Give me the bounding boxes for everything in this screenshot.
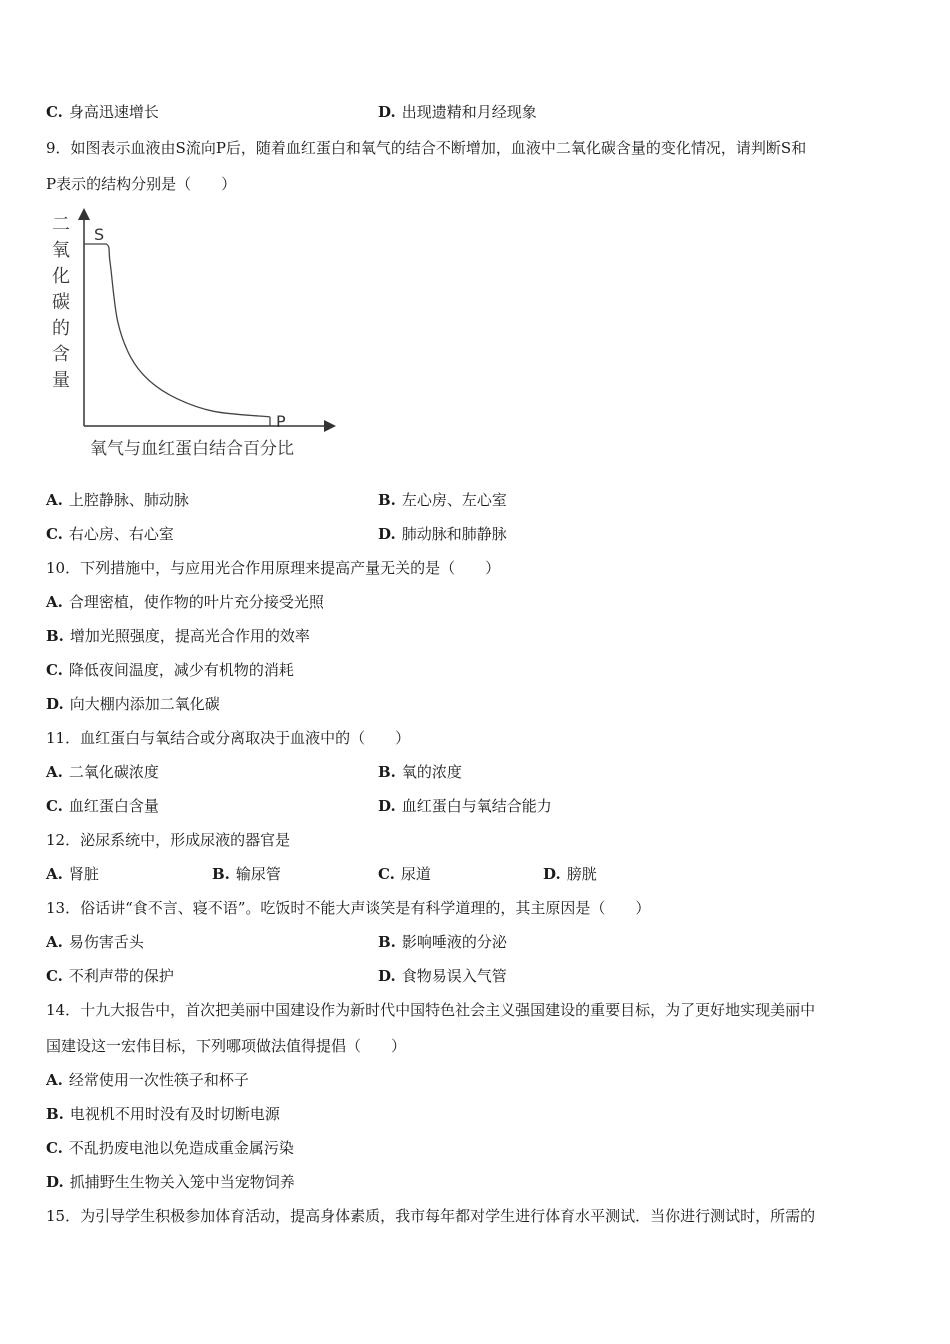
q9-co2-chart — [40, 208, 350, 468]
q10-option-d: D. 向大棚内添加二氧化碳 — [46, 695, 220, 713]
q14-option-b: B. 电视机不用时没有及时切断电源 — [46, 1105, 280, 1123]
q14-stem-line1: 14．十九大报告中，首次把美丽中国建设作为新时代中国特色社会主义强国建设的重要目标，为了更好地实现美丽中 — [46, 1001, 816, 1019]
q10-option-b: B. 增加光照强度，提高光合作用的效率 — [46, 627, 310, 645]
q13-option-c: C. 不利声带的保护 — [46, 967, 174, 985]
q9-option-c: C. 右心房、右心室 — [46, 525, 174, 543]
q9-stem-line1: 9．如图表示血液由S流向P后，随着血红蛋白和氧气的结合不断增加，血液中二氧化碳含量的变化情况，请判断S和 — [46, 139, 807, 157]
q10-option-a: A. 合理密植，使作物的叶片充分接受光照 — [46, 593, 324, 611]
q10-option-c: C. 降低夜间温度，减少有机物的消耗 — [46, 661, 294, 679]
y-axis-label-char: 的 — [52, 318, 70, 339]
q12-option-c: C. 尿道 — [378, 865, 431, 883]
q9-stem-line2: P表示的结构分别是（ ） — [46, 175, 237, 193]
point-label-p: P — [276, 411, 286, 431]
y-axis-label-char: 量 — [52, 370, 70, 391]
y-axis-label-char: 二 — [52, 214, 70, 235]
y-axis-label-char: 化 — [52, 266, 70, 287]
y-axis-label-char: 含 — [52, 344, 70, 365]
q15-stem-line1: 15．为引导学生积极参加体育活动，提高身体素质，我市每年都对学生进行体育水平测试．当你进行测试时，所需的 — [46, 1207, 816, 1225]
q12-stem: 12．泌尿系统中，形成尿液的器官是 — [46, 831, 291, 849]
q13-option-d: D. 食物易误入气管 — [378, 967, 507, 985]
q9-option-d: D. 肺动脉和肺静脉 — [378, 525, 507, 543]
q11-option-b: B. 氧的浓度 — [378, 763, 462, 781]
q11-option-d: D. 血红蛋白与氧结合能力 — [378, 797, 552, 815]
q11-stem: 11．血红蛋白与氧结合或分离取决于血液中的（ ） — [46, 729, 411, 747]
y-axis-label-char: 氧 — [52, 240, 70, 261]
q14-stem-line2: 国建设这一宏伟目标，下列哪项做法值得提倡（ ） — [46, 1037, 407, 1055]
q13-option-a: A. 易伤害舌头 — [46, 933, 144, 951]
q11-option-c: C. 血红蛋白含量 — [46, 797, 159, 815]
y-axis-label — [52, 214, 70, 391]
q13-option-b: B. 影响唾液的分泌 — [378, 933, 507, 951]
q13-stem: 13．俗话讲“食不言、寝不语”。吃饭时不能大声谈笑是有科学道理的，其主原因是（ ） — [46, 899, 651, 917]
point-label-s: S — [94, 225, 105, 244]
q9-option-b: B. 左心房、左心室 — [378, 491, 507, 509]
q12-option-a: A. 肾脏 — [46, 865, 99, 883]
x-axis-label: 氧气与血红蛋白结合百分比 — [90, 439, 294, 459]
q12-option-b: B. 输尿管 — [212, 865, 281, 883]
q12-option-d: D. 膀胱 — [543, 865, 597, 883]
q8-option-c: C. 身高迅速增长 — [46, 103, 159, 121]
q14-option-d: D. 抓捕野生生物关入笼中当宠物饲养 — [46, 1173, 295, 1191]
co2-curve — [84, 244, 270, 417]
q14-option-c: C. 不乱扔废电池以免造成重金属污染 — [46, 1139, 294, 1157]
y-axis-label-char: 碳 — [52, 292, 70, 313]
q10-stem: 10．下列措施中，与应用光合作用原理来提高产量无关的是（ ） — [46, 559, 501, 577]
q8-option-d: D. 出现遗精和月经现象 — [378, 103, 537, 121]
q14-option-a: A. 经常使用一次性筷子和杯子 — [46, 1071, 249, 1089]
q11-option-a: A. 二氧化碳浓度 — [46, 763, 159, 781]
q9-option-a: A. 上腔静脉、肺动脉 — [46, 491, 189, 509]
